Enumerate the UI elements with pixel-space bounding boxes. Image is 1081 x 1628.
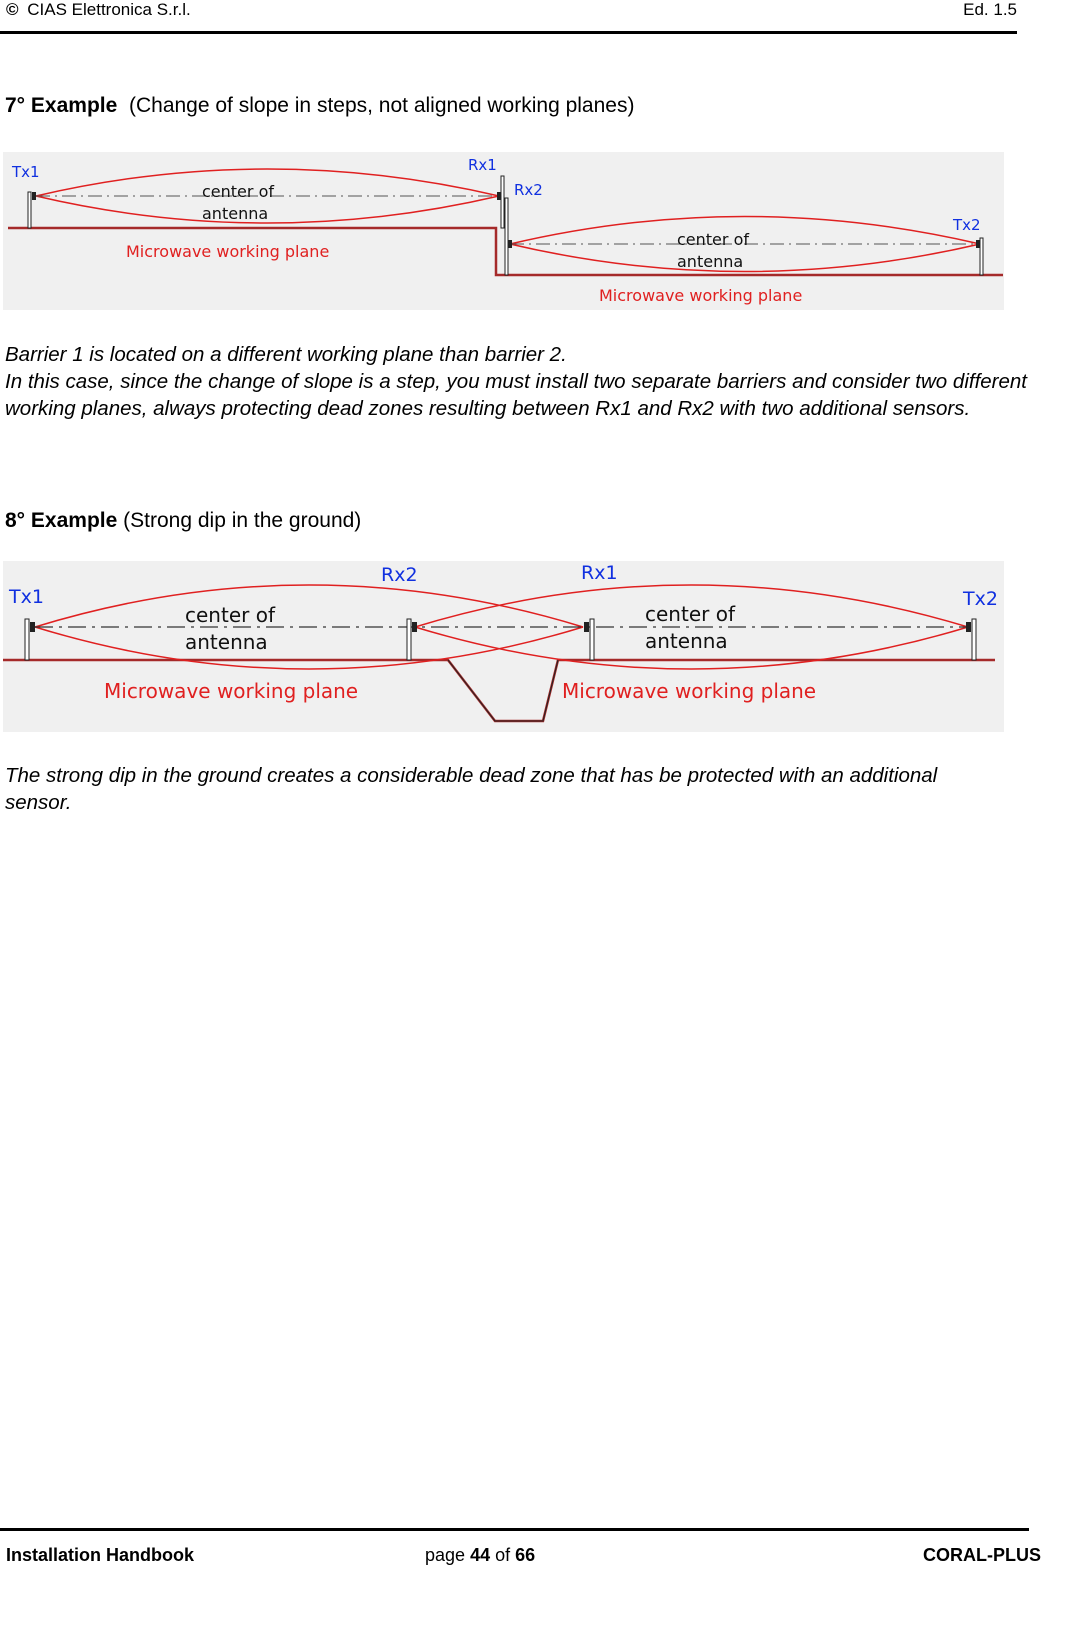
post-tx2 <box>980 238 983 275</box>
header-company <box>6 0 191 20</box>
center-label-line1: center of <box>202 182 274 201</box>
post-rx1 <box>590 619 594 660</box>
footer-title: Installation Handbook <box>6 1545 195 1565</box>
example7-label: Example <box>30 94 118 117</box>
label-rx1: Rx1 <box>581 562 618 584</box>
center-label-line1: center of <box>645 602 735 626</box>
example7-paragraph-1: Barrier 1 is located on a different working plane than barrier 2. <box>5 343 567 366</box>
label-tx2: Tx2 <box>953 216 981 234</box>
label-tx2: Tx2 <box>963 588 998 610</box>
copyright-icon: © <box>6 0 19 19</box>
page-indicator <box>425 1545 535 1566</box>
page-of: of <box>495 1545 511 1565</box>
label-rx2: Rx2 <box>381 564 418 586</box>
example8-label: Example <box>30 509 118 532</box>
label-tx1: Tx1 <box>12 163 40 181</box>
label-rx1: Rx1 <box>468 156 497 174</box>
example8-subtitle: (Strong dip in the ground) <box>123 509 362 532</box>
example8-paragraph: The strong dip in the ground creates a considerable dead zone that has be protected with an additional sensor. <box>5 764 938 814</box>
antenna-icon <box>32 192 36 200</box>
plane-label: Microwave working plane <box>562 679 817 703</box>
post-tx2 <box>972 619 976 660</box>
post-tx1 <box>28 192 31 228</box>
example7-number: 7° <box>5 94 26 117</box>
antenna-icon <box>584 622 589 632</box>
plane-label: Microwave working plane <box>126 242 330 261</box>
example8-diagram <box>3 561 1004 732</box>
label-rx2: Rx2 <box>514 181 543 199</box>
center-label-line1: center of <box>185 603 275 627</box>
center-label-line1: center of <box>677 230 749 249</box>
antenna-icon <box>497 192 501 200</box>
post-rx1 <box>501 176 504 228</box>
plane-label: Microwave working plane <box>599 286 803 305</box>
footer-product: CORAL-PLUS <box>923 1545 1041 1565</box>
post-tx1 <box>25 619 29 660</box>
page-total: 66 <box>515 1545 536 1565</box>
antenna-icon <box>30 622 35 632</box>
diagram-background <box>3 561 1004 732</box>
antenna-icon <box>412 622 417 632</box>
post-rx2 <box>505 198 508 275</box>
center-label-line2: antenna <box>677 252 744 271</box>
page-prefix: page <box>425 1545 466 1565</box>
example7-subtitle: (Change of slope in steps, not aligned working planes) <box>123 94 635 117</box>
center-label-line2: antenna <box>202 204 269 223</box>
header-rule <box>0 31 1017 34</box>
edition: Ed. 1.5 <box>963 0 1017 19</box>
plane-label: Microwave working plane <box>104 679 359 703</box>
antenna-icon <box>508 240 512 248</box>
label-tx1: Tx1 <box>9 586 44 608</box>
center-label-line2: antenna <box>185 630 268 654</box>
center-label-line2: antenna <box>645 629 728 653</box>
page-number: 44 <box>470 1545 491 1565</box>
example7-paragraph-2: In this case, since the change of slope is a step, you must install two separate barriers and consider two different working planes, always protecting dead zones resulting between Rx1 and Rx2 with two additional sensors. <box>5 370 1027 420</box>
example8-heading <box>5 509 361 533</box>
antenna-icon <box>966 622 971 632</box>
post-rx2 <box>407 619 411 660</box>
example7-heading <box>5 94 634 118</box>
footer-rule <box>0 1528 1029 1531</box>
example7-diagram <box>3 152 1004 310</box>
example8-number: 8° <box>5 509 26 532</box>
antenna-icon <box>976 240 980 248</box>
company-name: CIAS Elettronica S.r.l. <box>27 0 191 19</box>
